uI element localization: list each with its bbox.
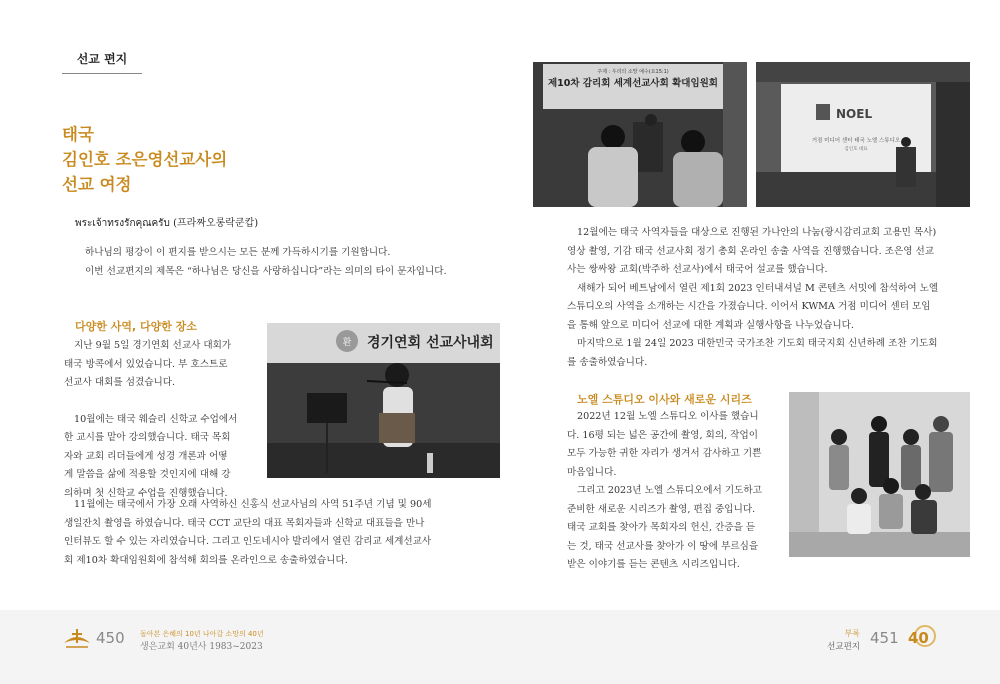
s2p1-line: 마음입니다. xyxy=(567,466,617,478)
s2p2-line: 태국 교회를 찾아가 목회자의 헌신, 간증을 듣 xyxy=(567,522,756,533)
section1-text xyxy=(64,337,264,503)
section-label: 선교 편지 xyxy=(62,50,142,74)
s1p2-line: 게 말씀을 삶에 적용할 것인지에 대해 강 xyxy=(64,469,231,480)
screen-caption: 거점 미디어 센터 태국 노엘 스튜디오 xyxy=(811,138,901,144)
rp1-line: 12월에는 태국 사역자들을 대상으로 진행된 가나안의 나눔(광시감리교회 고용민 목사) xyxy=(577,227,937,238)
right-section: 선교편지 xyxy=(827,642,860,652)
intro-paragraph xyxy=(75,244,475,281)
section1-heading: 다양한 사역, 다양한 장소 xyxy=(75,320,197,333)
title-line: 선교 여정 xyxy=(62,175,132,194)
intro-line: 이번 선교편지의 제목은 “하나님은 당신을 사랑하십니다”라는 의미의 타이 문자입니다. xyxy=(85,265,447,277)
title-line: 태국 xyxy=(62,125,94,144)
title-line: 김인호 조은영선교사의 xyxy=(62,150,228,169)
s1p2-line: 자와 교회 리더들에게 성경 개론과 어떻 xyxy=(64,450,228,462)
rp1-line: 영상 촬영, 기감 태국 선교사회 정기 총회 온라인 송출 사역을 진행했습니다. 조은영 선교 xyxy=(567,245,935,257)
rp1-line: 사는 쌍싸왕 교회(박주하 선교사)에서 태국어 설교를 했습니다. xyxy=(567,264,828,275)
right-page-number: 451 xyxy=(870,629,899,647)
s1p2-line: 10월에는 태국 웨슬리 신학교 수업에서 xyxy=(74,413,238,425)
rp2-line: 을 통해 앞으로 미디어 선교에 대한 계획과 실행사항을 나누었습니다. xyxy=(567,319,854,331)
photo-guitar-performer xyxy=(267,323,500,478)
author-korean: (프라짜오롱락쿤캅) xyxy=(173,218,259,229)
left-page-number: 450 xyxy=(96,629,125,647)
left-book-title: 생은교회 40년사 1983~2023 xyxy=(140,642,263,652)
s1p1-line: 선교사 대회를 섬겼습니다. xyxy=(64,377,176,388)
photo-noel-presentation xyxy=(756,62,970,207)
s2p1-line: 다. 16평 되는 넓은 공간에 촬영, 회의, 작업이 xyxy=(567,429,758,441)
rp2-line: 스튜디오의 사역을 소개하는 시간을 가졌습니다. 이어서 KWMA 거점 미디어 센터 모임 xyxy=(567,301,931,312)
s1p2-line: 의하며 첫 신학교 수업을 진행했습니다. xyxy=(64,487,228,499)
anniversary-number: 40 xyxy=(908,629,929,647)
church-logo-icon xyxy=(62,627,92,651)
screen-logo: NOEL xyxy=(836,107,873,121)
banner1-small: 주제 : 우리의 소망 예수(요15:1) xyxy=(597,69,669,75)
s1p1-line: 지난 9월 5일 경기연회 선교사 대회가 xyxy=(74,340,232,351)
s1p3-line: 인터뷰도 할 수 있는 자리였습니다. 그리고 인도네시아 발리에서 열린 감리교 세계선교사 xyxy=(64,536,432,547)
s2p1-line: 모두 가능한 귀한 자리가 생겨서 감사하고 기쁜 xyxy=(567,448,762,459)
s2p1-line: 2022년 12월 노엘 스튜디오 이사를 했습니 xyxy=(577,411,759,422)
s2p2-line: 받은 이야기를 듣는 콘텐츠 시리즈입니다. xyxy=(567,559,740,570)
s1p3-line: 회 제10차 확대임원회에 참석해 회의를 온라인으로 송출하였습니다. xyxy=(64,554,348,566)
photo-conference xyxy=(533,62,747,207)
left-tagline: 돌아본 은혜의 10년 나아갈 소망의 40년 xyxy=(140,630,264,638)
section1-para3 xyxy=(64,496,504,570)
page-title xyxy=(62,122,227,197)
screen-caption2: 김인호 대표 xyxy=(844,147,868,152)
s1p1-line: 태국 방콕에서 있었습니다. 부 호스트로 xyxy=(64,358,228,370)
intro-line: 하나님의 평강이 이 편지를 받으시는 모든 분께 가득하시기를 기원합니다. xyxy=(85,247,391,258)
photo-group xyxy=(789,392,970,557)
rp3-line: 마지막으로 1월 24일 2023 대한민국 국가조찬 기도회 태국지회 신년하례 조찬 기도회 xyxy=(577,338,938,349)
banner2-logo: 환 xyxy=(342,338,352,348)
author-line xyxy=(75,214,258,231)
s1p3-line: 생일잔치 촬영을 하였습니다. 태국 CCT 교단의 대표 목회자들과 신학교 대표들을 만나 xyxy=(64,517,425,529)
rp2-line: 새해가 되어 베트남에서 열린 제1회 2023 인터내셔널 M 콘텐츠 서밋에 참석하여 노엘 xyxy=(577,282,939,294)
right-category: 부록 xyxy=(844,629,860,638)
right-body-text xyxy=(567,224,977,372)
author-thai: พระเจ้าทรงรักคุณครับ xyxy=(75,218,170,229)
s2p2-line: 는 것, 태국 선교사를 찾아가 이 땅에 부르심을 xyxy=(567,540,759,552)
anniversary-logo xyxy=(905,622,937,650)
s2p2-line: 준비한 새로운 시리즈가 촬영, 편집 중입니다. xyxy=(567,503,756,515)
section2-text xyxy=(567,408,777,575)
section2-heading: 노엘 스튜디오 이사와 새로운 시리즈 xyxy=(577,393,752,406)
banner2-text: 경기연회 선교사내회 xyxy=(367,335,494,351)
s1p2-line: 한 교시를 맡아 강의했습니다. 태국 목회 xyxy=(64,432,231,443)
s1p3-line: 11월에는 태국에서 가장 오래 사역하신 신홍식 선교사님의 사역 51주년 기념 및 90세 xyxy=(74,499,432,510)
s2p2-line: 그리고 2023년 노엘 스튜디오에서 기도하고 xyxy=(577,485,762,496)
rp3-line: 를 송출하였습니다. xyxy=(567,356,648,368)
banner1-text: 제10차 감리회 세계선교사회 확대임원회 xyxy=(548,78,718,89)
